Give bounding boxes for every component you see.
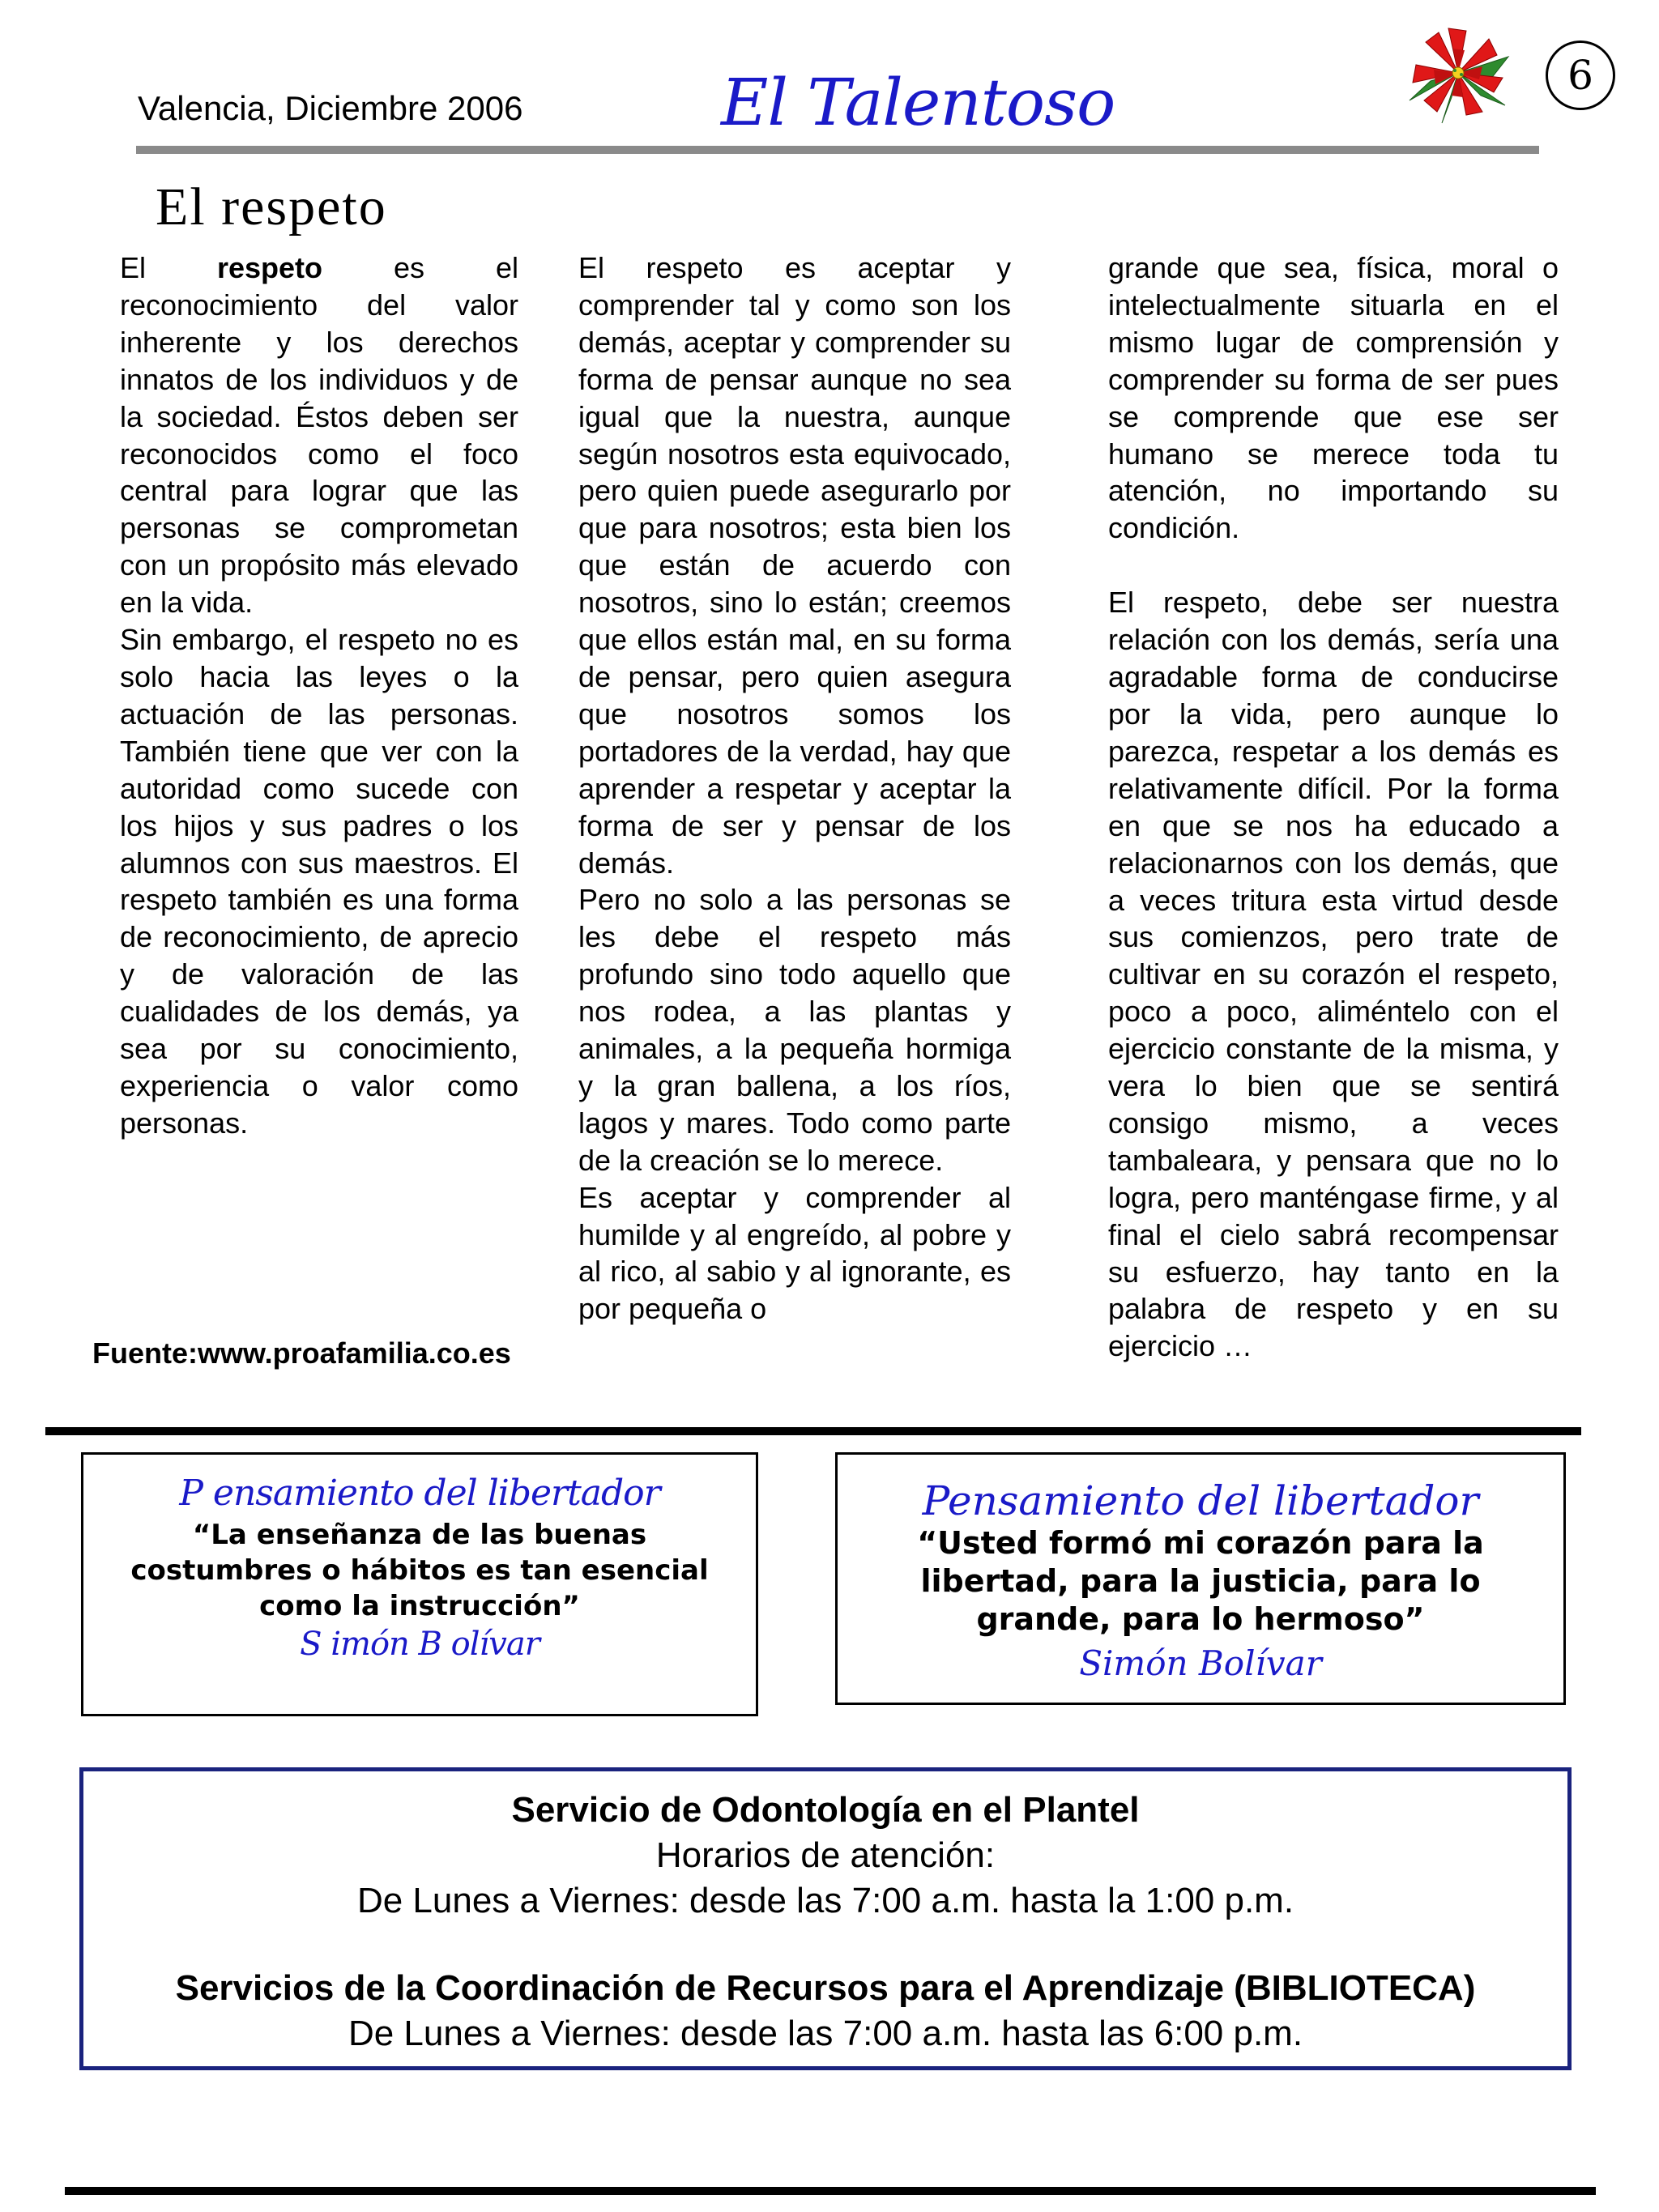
quote-author: Simón Bolívar bbox=[1079, 1643, 1322, 1683]
column-1-paragraph-1 bbox=[120, 249, 518, 621]
library-hours: De Lunes a Viernes: desde las 7:00 a.m. hasta las 6:00 p.m. bbox=[348, 2014, 1303, 2053]
header-rule bbox=[136, 146, 1539, 154]
page-number: 6 bbox=[1546, 40, 1615, 110]
footer-rule bbox=[65, 2187, 1596, 2195]
article-column-3 bbox=[1108, 249, 1559, 1365]
quote-box-left bbox=[81, 1452, 758, 1716]
odontology-title: Servicio de Odontología en el Plantel bbox=[511, 1790, 1140, 1830]
column-3-paragraph-2: El respeto, debe ser nuestra relación con los demás, sería una agradable forma de conducirse por la vida, pero aunque lo parezca, respetar a los demás es relativamente difícil. Por la forma en que se nos ha educado a relacionarnos con los demás, que a veces tritura esta virtud desde sus comienzos, pero trate de cultivar en su corazón el respeto, poco a poco, aliméntelo con el ejercicio constante de la misma, y vera lo bien que se sentirá consigo mismo, a veces tambaleara, y pensara que no lo logra, pero manténgase firme, y al final el cielo sabrá recompensar su esfuerzo, hay tanto en la palabra de respeto y en su ejercicio … bbox=[1108, 586, 1559, 1363]
paragraph-gap bbox=[1108, 547, 1559, 584]
library-title: Servicios de la Coordinación de Recursos para el Aprendizaje (BIBLIOTECA) bbox=[175, 1968, 1476, 2008]
article-title: El respeto bbox=[156, 177, 387, 237]
lead-continuation: es el reconocimiento del valor inherente y los derechos innatos de los individuos y de la sociedad. Éstos deben ser reconocidos como el foco central para lograr que las personas se comprometan con un propósito más elevado en la vida. bbox=[120, 251, 519, 620]
lead-text: El bbox=[120, 251, 217, 284]
quote-title: Pensamiento del libertador bbox=[922, 1477, 1479, 1524]
quote-box-right bbox=[835, 1452, 1566, 1705]
column-2-paragraph-2: Pero no solo a las personas se les debe el respeto más profundo sino todo aquello que nos rodea, a las plantas y animales, a la pequeña hormiga y la gran ballena, a los ríos, lagos y mares. Todo como parte de la creación se lo merece. bbox=[578, 883, 1011, 1177]
quote-text: “Usted formó mi corazón para la libertad, para la justicia, para lo grande, para lo hermoso” bbox=[917, 1525, 1484, 1637]
source-credit: Fuente:www.proafamilia.co.es bbox=[92, 1336, 511, 1370]
column-2-paragraph-3: Es aceptar y comprender al humilde y al engreído, al pobre y al rico, al sabio y al ignorante, es por pequeña o bbox=[578, 1180, 1011, 1326]
odontology-hours: De Lunes a Viernes: desde las 7:00 a.m. hasta la 1:00 p.m. bbox=[356, 1881, 1294, 1920]
dateline: Valencia, Diciembre 2006 bbox=[138, 89, 523, 127]
quote-title: P ensamiento del libertador bbox=[179, 1473, 660, 1514]
poinsettia-icon bbox=[1397, 23, 1519, 128]
lead-bold-word: respeto bbox=[216, 251, 323, 284]
quote-text: “La enseñanza de las buenas costumbres o hábitos es tan esencial como la instrucción” bbox=[130, 1519, 709, 1622]
column-2-paragraph-1: El respeto es aceptar y comprender tal y como son los demás, aceptar y comprender su forma de pensar aunque no sea igual que la nuestra, aunque según nosotros esta equivocado, pero quien puede asegurarlo por que para nosotros; esta bien los que están de acuerdo con nosotros, sino lo están; creemos que ellos están mal, en su forma de pensar, pero quien asegura que nosotros somos los portadores de la verdad, hay que aprender a respetar y aceptar la forma de ser y pensar de los demás. bbox=[578, 251, 1011, 880]
column-3-paragraph-1: grande que sea, física, moral o intelectualmente situarla en el mismo lugar de comprensión y comprender su forma de ser pues se comprende que ese ser humano se merece toda tu atención, no importando su condición. bbox=[1108, 251, 1559, 545]
section-divider bbox=[45, 1427, 1581, 1435]
odontology-hours-label: Horarios de atención: bbox=[655, 1835, 996, 1875]
masthead-title: El Talentoso bbox=[721, 65, 1115, 140]
services-box bbox=[79, 1767, 1572, 2070]
article-column-2 bbox=[578, 249, 1011, 1328]
column-1-paragraph-2: Sin embargo, el respeto no es solo hacia las leyes o la actuación de las personas. También tiene que ver con la autoridad como sucede con los hijos y sus padres o los alumnos con sus maestros. El respeto también es una forma de reconocimiento, de aprecio y de valoración de las cualidades de los demás, ya sea por su conocimiento, experiencia o valor como personas. bbox=[120, 623, 518, 1140]
article-column-1 bbox=[120, 249, 518, 1142]
quote-author: S imón B olívar bbox=[300, 1626, 539, 1663]
services-gap bbox=[83, 1924, 1567, 1966]
